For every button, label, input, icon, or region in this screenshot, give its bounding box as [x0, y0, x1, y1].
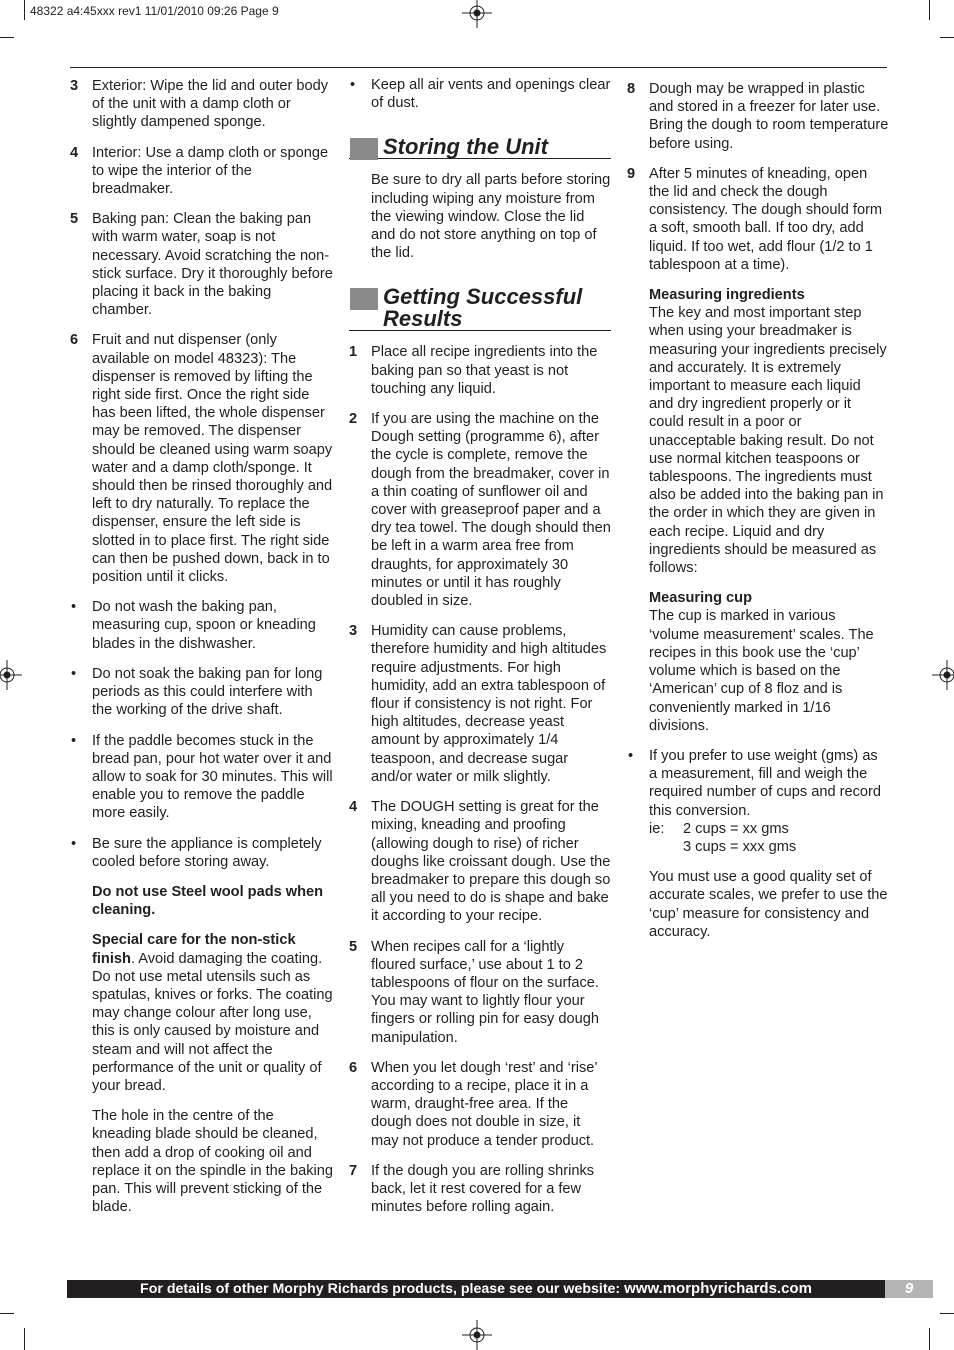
bullet-icon: •: [71, 835, 77, 852]
list-item: [70, 210, 334, 319]
bullet-icon: •: [71, 665, 77, 682]
bullet-icon: •: [628, 747, 634, 764]
item-text: Baking pan: Clean the baking pan with warm water, soap is not necessary. Avoid scratching the non-stick surface. Dry it thoroughly before placing it back in the baking chamber.: [92, 211, 333, 319]
bullet-text: If the paddle becomes stuck in the bread pan, pour hot water over it and allow to soak for 30 minutes. This will enable you to remove the paddle more easily.: [92, 732, 333, 822]
item-text: Dough may be wrapped in plastic and stored in a freezer for later use. Bring the dough to room temperature before using.: [649, 81, 889, 152]
item-text: Fruit and nut dispenser (only available on model 48323): The dispenser is removed by lifting the right side first. Once the right side has been lifted, the whole dispenser may be removed. The dispenser should be cleaned using warm soapy water and a damp cloth/sponge. It should then be rinsed thoroughly and left to dry naturally. To replace the dispenser, ensure the left side is slotted in to place first. The right side can then be pushed down, back in to position until it clicks.: [92, 332, 333, 586]
column-middle: [349, 76, 611, 1228]
item-number: 1: [349, 344, 358, 361]
item-number: 9: [627, 165, 636, 182]
ie-label: ie:: [649, 820, 665, 837]
list-item: [70, 331, 334, 586]
item-number: 2: [349, 411, 358, 428]
conversion-row: [649, 838, 889, 856]
column-left: [70, 77, 334, 1228]
item-number: 3: [70, 78, 79, 94]
list-item: [349, 343, 611, 398]
item-number: 7: [349, 1162, 358, 1179]
bullet-item: [349, 76, 611, 112]
crop-mark: [24, 0, 25, 20]
item-text: When you let dough ‘rest’ and ‘rise’ according to a recipe, place it in a warm, draught-free area. If the dough does not double in size, it may not produce a tender product.: [371, 1059, 598, 1149]
bullet-text: Do not soak the baking pan for long periods as this could interfere with the working of the drive shaft.: [92, 665, 323, 719]
page-number: 9: [885, 1280, 933, 1298]
measuring-ingredients-section: [627, 286, 889, 577]
crop-mark: [24, 1328, 25, 1350]
bullet-item: [70, 835, 334, 871]
footer-label: For details of other Morphy Richards products, please see our website:: [140, 1281, 625, 1297]
bullet-item: [627, 747, 889, 820]
bullet-icon: •: [350, 77, 356, 93]
registration-mark-icon: [0, 660, 22, 690]
heading-marker-icon: [350, 138, 378, 160]
measuring-text: The key and most important step when using your breadmaker is measuring your ingredients precisely and accurately. It is extremely important to measure each liquid and dry ingredient properly or it could result in a poor or unacceptable baking result. Do not use normal kitchen teaspoons or tablespoons. The ingredients must also be added into the baking pan in the order in which they are given in each recipe. Liquid and dry ingredients should be measured as follows:: [649, 305, 887, 577]
section-heading-storing: [349, 132, 611, 159]
bullet-icon: •: [71, 732, 77, 749]
scales-paragraph: You must use a good quality set of accurate scales, we prefer to use the ‘cup’ measure for consistency and accuracy.: [649, 869, 888, 940]
item-text: Place all recipe ingredients into the baking pan so that yeast is not touching any liquid.: [371, 344, 598, 397]
registration-mark-icon: [462, 0, 492, 28]
item-text: Exterior: Wipe the lid and outer body of the unit with a damp cloth or slightly dampened sponge.: [92, 78, 329, 131]
item-number: 6: [349, 1059, 358, 1076]
footer-bar: [67, 1280, 933, 1298]
print-slug: 48322 a4:45xxx rev1 11/01/2010 09:26 Page 9: [30, 4, 279, 18]
list-item: [349, 622, 611, 786]
list-item: [70, 144, 334, 199]
item-number: 6: [70, 332, 79, 349]
item-text: The DOUGH setting is great for the mixing, kneading and proofing (allowing dough to rise) of richer doughs like croissant dough. Use the breadmaker to prepare this dough so all you need to do is shape and bake it according to your recipe.: [371, 799, 611, 925]
bullet-item: [70, 598, 334, 653]
item-text: Interior: Use a damp cloth or sponge to wipe the interior of the breadmaker.: [92, 144, 329, 198]
bullet-item: [70, 665, 334, 720]
registration-mark-icon: [932, 660, 954, 690]
conversion-value: 3 cups = xxx gms: [683, 838, 797, 855]
item-text: If you are using the machine on the Dough setting (programme 6), after the cycle is complete, remove the dough from the breadmaker, cover in a thin coating of sunflower oil and cover with greaseproof paper and a dry tea towel. The dough should then be left in a warm area free from draughts, for approximately 30 minutes or until it has roughly doubled in size.: [371, 411, 611, 610]
measuring-cup-section: [627, 589, 889, 735]
crop-mark: [940, 1313, 954, 1314]
cup-text: The cup is marked in various ‘volume measurement’ scales. The recipes in this book use the ‘cup’ volume which is based on the ‘American’ cup of 8 floz and is conveniently marked in 1/16 divisions.: [649, 608, 874, 734]
bullet-icon: •: [71, 599, 77, 616]
bullet-text: Do not wash the baking pan, measuring cup, spoon or kneading blades in the dishwasher.: [92, 599, 316, 652]
item-text: If the dough you are rolling shrinks back, let it rest covered for a few minutes before rolling again.: [371, 1162, 595, 1216]
hole-paragraph: The hole in the centre of the kneading blade should be cleaned, then add a drop of cooking oil and replace it on the spindle in the baking pan. This will prevent sticking of the blade.: [92, 1108, 333, 1216]
heading-text: Getting Successful Results: [383, 284, 583, 332]
special-care-heading: Special care for the non-stick finish: [92, 932, 296, 967]
item-number: 8: [627, 81, 636, 97]
item-number: 5: [349, 938, 358, 955]
crop-mark: [0, 37, 14, 38]
list-item: [349, 798, 611, 925]
list-item: [349, 410, 611, 610]
item-number: 3: [349, 623, 358, 640]
warning-text: [70, 883, 334, 919]
section-heading-success: [349, 282, 611, 331]
heading-text: Storing the Unit: [383, 134, 548, 160]
special-care-text: . Avoid damaging the coating. Do not use metal utensils such as spatulas, knives or forks. The coating may change colour after long use, this is only caused by moisture and steam and will not affect the performance of the unit or quality of your bread.: [92, 950, 333, 1094]
heading-marker-icon: [350, 288, 378, 310]
item-number: 5: [70, 211, 79, 228]
storing-paragraph: Be sure to dry all parts before storing including wiping any moisture from the viewing window. Close the lid and do not store anything on top of the lid.: [371, 172, 611, 262]
subheading-measuring-cup: Measuring cup: [649, 590, 752, 607]
list-item: [349, 1059, 611, 1150]
item-number: 4: [349, 799, 358, 816]
top-rule: [70, 67, 887, 68]
bullet-text: If you prefer to use weight (gms) as a measurement, fill and weigh the required number of cups and record this conversion.: [649, 747, 882, 819]
bullet-text: Keep all air vents and openings clear of dust.: [371, 77, 611, 112]
list-item: [627, 80, 889, 153]
registration-mark-icon: [462, 1320, 492, 1350]
list-item: [349, 938, 611, 1047]
column-right: [627, 80, 889, 953]
item-text: After 5 minutes of kneading, open the lid and check the dough consistency. The dough should form a soft, smooth ball. If too dry, add liquid. If too wet, add flour (1/2 to 1 tablespoon at a time).: [649, 165, 883, 273]
bullet-item: [70, 732, 334, 823]
list-item: [70, 77, 334, 132]
conversion-row: [649, 820, 889, 838]
crop-mark: [0, 1313, 14, 1314]
conversion-example: [627, 820, 889, 856]
crop-mark: [940, 37, 954, 38]
item-number: 4: [70, 144, 79, 161]
list-item: [349, 1162, 611, 1217]
bullet-text: Be sure the appliance is completely cooled before storing away.: [92, 835, 322, 870]
footer-text: [67, 1280, 885, 1298]
warning-bold: Do not use Steel wool pads when cleaning.: [92, 883, 324, 919]
special-care-paragraph: [70, 931, 334, 1095]
subheading-measuring-ingredients: Measuring ingredients: [649, 287, 805, 304]
crop-mark: [929, 0, 930, 20]
item-text: Humidity can cause problems, therefore humidity and high altitudes require adjustments. For high humidity, add an extra tablespoon of flour if consistency is not right. For high altitudes, decrease yeast amount by approximately 1/4 teaspoon, and decrease sugar and/or water or milk slightly.: [371, 623, 607, 785]
crop-mark: [929, 1328, 930, 1350]
website-link[interactable]: www.morphyrichards.com: [624, 1280, 812, 1297]
list-item: [627, 165, 889, 274]
item-text: When recipes call for a ‘lightly floured surface,’ use about 1 to 2 tablespoons of flour on the surface. You may want to lightly flour your fingers or rolling pin for easy dough manipulation.: [371, 938, 599, 1046]
conversion-value: 2 cups = xx gms: [683, 820, 789, 837]
